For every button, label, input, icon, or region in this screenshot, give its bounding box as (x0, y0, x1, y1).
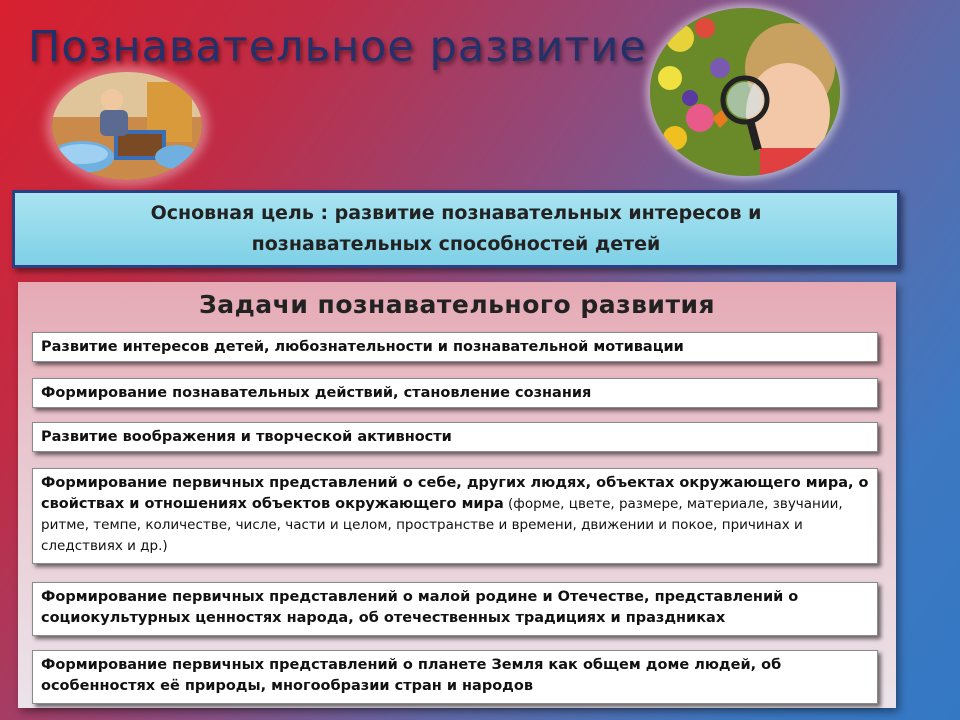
task-text: Формирование первичных представлений о планете Земля как общем доме людей, об особенностях её природы, многообразии стран и народов (41, 657, 782, 694)
task-detail-text: (форме, цвете, размере, материале, звучании, ритме, темпе, количестве, числе, части и целом, пространстве и времени, движении и покое, причинах и следствиях и др.) (41, 496, 843, 554)
slide-title: Познавательное развитие (28, 22, 647, 72)
boy-magnifier-photo (650, 8, 840, 176)
task-text: Формирование первичных представлений о себе, других людях, объектах окружающего мира, о свойствах и отношениях объектов окружающего мира (41, 475, 869, 512)
task-text: Развитие интересов детей, любознательности и познавательной мотивации (41, 339, 684, 355)
tasks-panel (18, 282, 896, 708)
task-text: Формирование познавательных действий, становление сознания (41, 385, 592, 401)
tasks-heading: Задачи познавательного развития (198, 290, 716, 319)
task-item (32, 332, 878, 362)
task-item (32, 378, 878, 408)
child-playing-photo (52, 72, 202, 180)
task-text: Формирование первичных представлений о малой родине и Отечестве, представлений о социокультурных ценностях народа, об отечественных традициях и праздниках (41, 589, 799, 626)
task-item (32, 468, 878, 564)
task-item (32, 422, 878, 452)
task-text: Развитие воображения и творческой активности (41, 429, 452, 445)
main-goal-text: Основная цель : развитие познавательных интересов и познавательных способностей детей (150, 202, 762, 255)
task-item (32, 650, 878, 704)
boy-magnifier-image (650, 8, 840, 176)
task-item (32, 582, 878, 636)
main-goal-box (12, 190, 900, 268)
child-playing-image (52, 72, 202, 180)
